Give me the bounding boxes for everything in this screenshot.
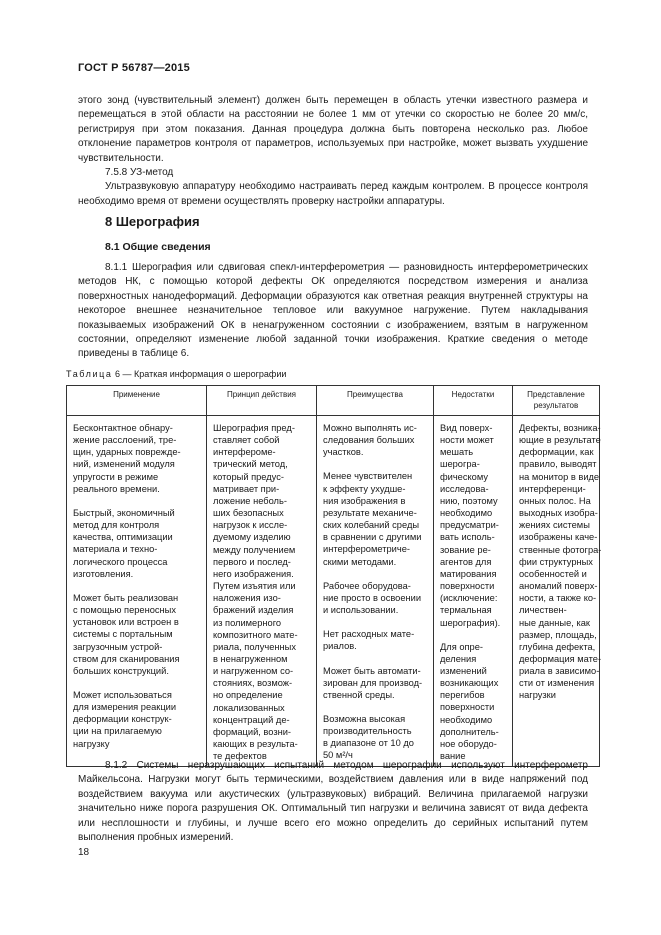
cell-line: агентов для (440, 556, 492, 567)
cell-line: 50 м²/ч (323, 750, 353, 761)
cell-line: Для опре- (440, 641, 483, 652)
cell-line: онных полос. На (519, 495, 591, 506)
table-caption-label: Таблица (66, 369, 113, 379)
cell-line: трический метод, (213, 459, 288, 470)
cell-line: участков. (323, 447, 364, 458)
cell-line: для измерения реакции (73, 702, 177, 713)
header-principle: Принцип действия (207, 386, 317, 416)
header-results: Представление результатов (513, 386, 600, 416)
cell-line: нагрузку (73, 738, 110, 749)
cell-line: ное оборудо- (440, 738, 497, 749)
cell-line: больших конструкций. (73, 665, 169, 676)
intro-paragraph: этого зонд (чувствительный элемент) должен быть перемещен в область утечки известного размера и перемещаться в этой области на расстоянии не более 1 мм от утечки со скоростью не более 20 мм/с, регистрируя при этом показания. Данная процедура должна быть повторена несколько раз. Любое отклонение параметров контроля от параметров, используемых при настройке, может вызвать ухудшение чувствительности. (78, 95, 588, 164)
cell-line: Можно выполнять ис- (323, 423, 417, 433)
cell-line: зирован для производ- (323, 677, 423, 688)
shearography-table (66, 385, 600, 767)
cell-line: ний, изменений модуля (73, 459, 175, 470)
cell-line: ставляет собой (213, 435, 280, 446)
header-advantages: Преимущества (317, 386, 434, 416)
cell-line: щин, ударных поврежде- (73, 447, 181, 458)
cell-line: формаций, возни- (213, 726, 292, 737)
cell-line: перегибов (440, 690, 485, 701)
cell-line: наложения изо- (213, 593, 281, 604)
cell-line: результате механиче- (323, 507, 417, 518)
cell-line: ством для сканирования (73, 653, 180, 664)
intro-block (78, 94, 588, 209)
cell-line: правило, выводят (519, 459, 597, 470)
section-8-1-title: 8.1 Общие сведения (105, 241, 211, 253)
cell-line: ние просто в освоении (323, 592, 422, 603)
cell-line: возникающих (440, 678, 499, 689)
cell-line: вание (440, 751, 466, 762)
section-8-title: 8 Шерография (105, 214, 200, 229)
cell-gap (323, 653, 429, 665)
cell-line: композитного мате- (213, 629, 298, 640)
standard-header: ГОСТ Р 56787—2015 (78, 62, 190, 74)
table-caption (66, 369, 286, 379)
cell-line: те дефектов (213, 751, 267, 762)
cell-line: необходимо (440, 714, 493, 725)
cell-line: него изображения. (213, 568, 294, 579)
cell-advantages (317, 416, 434, 767)
subsection-7-5-8-heading: 7.5.8 УЗ-метод (105, 167, 174, 179)
cell-line: зование ре- (440, 544, 491, 555)
paragraph-8-1-1 (78, 261, 588, 362)
cell-line: (исключение: (440, 593, 498, 604)
cell-line: упругости в режиме (73, 471, 159, 482)
cell-line: материала и техно- (73, 544, 158, 555)
cell-line: шерогра- (440, 459, 480, 470)
cell-line: кающих в результа- (213, 739, 298, 750)
cell-line: который предус- (213, 471, 284, 482)
cell-principle (207, 416, 317, 767)
cell-line: шерография). (440, 617, 501, 628)
cell-gap (323, 616, 429, 628)
table-header-row (67, 386, 600, 416)
cell-line: жениях системы (519, 520, 590, 531)
cell-line: ложение неболь- (213, 495, 287, 506)
cell-line: Дефекты, возника- (519, 423, 601, 433)
cell-gap (323, 568, 429, 580)
cell-line: Может использоваться (73, 689, 172, 700)
paragraph-8-1-2 (78, 759, 588, 845)
cell-line: исследова- (440, 483, 489, 494)
cell-line: ности может (440, 435, 494, 446)
cell-line: термальная (440, 605, 492, 616)
header-application: Применение (67, 386, 207, 416)
cell-line: установок или встроен в (73, 617, 179, 628)
table-caption-text: 6 — Краткая информация о шерографии (115, 369, 287, 379)
cell-line: ности, а также ко- (519, 593, 597, 604)
cell-line: из полимерного (213, 617, 282, 628)
cell-line: на монитор в виде (519, 471, 600, 482)
cell-line: глубина дефекта, (519, 641, 596, 652)
cell-line: ских колебаний среды (323, 520, 420, 531)
cell-line: дуемому изделию (213, 532, 291, 543)
cell-line: скими методами. (323, 556, 397, 567)
cell-line: матирования (440, 568, 497, 579)
cell-line: ции на прилагаемую (73, 726, 162, 737)
page-number: 18 (78, 847, 90, 858)
cell-line: ственной среды. (323, 689, 395, 700)
cell-line: в диапазоне от 10 до (323, 738, 414, 749)
subsection-7-5-8-text: Ультразвуковую аппаратуру необходимо настраивать перед каждым контролем. В процессе контроля необходимо время от времени осуществлять проверку настройки аппаратуры. (78, 181, 588, 207)
cell-line: риалов. (323, 641, 357, 652)
cell-line: Возможна высокая (323, 713, 406, 724)
cell-line: особенностей и (519, 568, 587, 579)
cell-line: нию, поэтому (440, 495, 498, 506)
cell-disadvantages (434, 416, 513, 767)
cell-line: производительность (323, 726, 412, 737)
cell-line: концентраций де- (213, 714, 290, 725)
cell-results (513, 416, 600, 767)
paragraph-8-1-2-text: 8.1.2 Системы неразрушающих испытаний методом шерографии используют интерферометр Майкельсона. Нагрузки могут быть термическими, воздействием давления или в виде напряжений под воздействием вакуума или акустических (ультразвуковых) вибраций. Величина прилагаемой нагрузки значительно ниже порога разрушения ОК. Оптимальный тип нагрузки и величина зависят от вида дефекта или несплошности и глубины, и лучше всего его можно определить до серийных испытаний путем выполнения пробных измерений. (78, 760, 588, 844)
cell-line: размер, площадь, (519, 629, 597, 640)
paragraph-8-1-1-text: 8.1.1 Шерография или сдвиговая спекл-интерферометрия — разновидность интерферометрических методов НК, с помощью которой дефекты ОК определяются посредством измерения и анализа поверхностных нанодеформаций. Деформации образуются как ответная реакция внутренней структуры на некоторое внешнее незначительное тепловое или вакуумное нагружение. Путем накладывания показываемых изображений ОК в ненагруженном состоянии с изображением, взятым в нагруженном состоянии, определяют изменение любой заданной точки изображения. Краткие сведения о методе приведены в таблице 6. (78, 262, 588, 360)
cell-line: вать исполь- (440, 532, 495, 543)
cell-line: ния изображения в (323, 495, 406, 506)
cell-line: ные данные, как (519, 617, 590, 628)
cell-gap (440, 629, 508, 641)
cell-line: деформации конструк- (73, 714, 172, 725)
cell-line: Нет расходных мате- (323, 629, 415, 640)
cell-line: системы с портальным (73, 629, 173, 640)
cell-line: нагрузок к иссле- (213, 520, 288, 531)
cell-line: в ненагруженном (213, 653, 288, 664)
cell-line: Может быть реализован (73, 592, 179, 603)
cell-line: Путем изъятия или (213, 581, 296, 592)
cell-gap (323, 458, 429, 470)
cell-line: Вид поверх- (440, 423, 493, 433)
cell-line: к эффекту ухудше- (323, 483, 406, 494)
cell-line: нагрузки (519, 690, 556, 701)
cell-line: выходных изобра- (519, 508, 598, 519)
cell-line: ющие в результате (519, 435, 601, 446)
cell-line: метод для контроля (73, 520, 160, 531)
cell-line: Может быть автомати- (323, 665, 421, 676)
cell-line: следования больших (323, 435, 415, 446)
cell-gap (323, 701, 429, 713)
cell-line: Шерография пред- (213, 423, 295, 433)
cell-line: фии структурных (519, 556, 593, 567)
cell-line: и нагруженном со- (213, 666, 294, 677)
cell-line: риала, полученных (213, 641, 296, 652)
cell-line: логического процесса (73, 556, 168, 567)
cell-line: первого и послед- (213, 556, 291, 567)
cell-line: но определение (213, 690, 283, 701)
cell-line: и использовании. (323, 605, 399, 616)
cell-line: аномалий поверх- (519, 581, 598, 592)
cell-line: риала в зависимо- (519, 666, 600, 677)
cell-line: Бесконтактное обнару- (73, 423, 173, 433)
cell-line: жение расслоений, тре- (73, 435, 177, 446)
cell-line: предусматри- (440, 520, 499, 531)
cell-line: ственные фотогра- (519, 544, 602, 555)
cell-gap (73, 495, 202, 507)
cell-line: изменений (440, 665, 487, 676)
cell-line: поверхности (440, 702, 495, 713)
cell-line: интерфероме- (213, 447, 276, 458)
cell-line: интерферометриче- (323, 544, 410, 555)
cell-line: личествен- (519, 605, 567, 616)
cell-line: бражений изделия (213, 605, 294, 616)
cell-line: ших безопасных (213, 508, 284, 519)
cell-line: матривает при- (213, 483, 280, 494)
cell-line: реального времени. (73, 483, 160, 494)
cell-line: качества, оптимизации (73, 532, 173, 543)
cell-line: Менее чувствителен (323, 471, 413, 482)
cell-gap (73, 580, 202, 592)
cell-line: необходимо (440, 508, 493, 519)
cell-line: деформации, как (519, 447, 594, 458)
cell-line: интерференци- (519, 483, 586, 494)
cell-line: с помощью переносных (73, 605, 177, 616)
cell-line: Быстрый, экономичный (73, 507, 175, 518)
cell-line: мешать (440, 447, 474, 458)
cell-application (67, 416, 207, 767)
cell-line: загрузочным устрой- (73, 641, 163, 652)
cell-line: поверхности (440, 581, 495, 592)
table-row (67, 416, 600, 767)
cell-line: сти от изменения (519, 678, 595, 689)
cell-line: фическому (440, 471, 488, 482)
cell-line: деформация мате- (519, 653, 602, 664)
cell-line: изготовления. (73, 568, 134, 579)
cell-line: локализованных (213, 702, 285, 713)
cell-line: изображены каче- (519, 532, 598, 543)
cell-line: деления (440, 653, 477, 664)
cell-gap (73, 677, 202, 689)
cell-line: Рабочее оборудова- (323, 580, 411, 591)
cell-line: в сравнении с другими (323, 532, 422, 543)
cell-line: стояниях, возмож- (213, 678, 293, 689)
cell-line: дополнитель- (440, 726, 499, 737)
cell-line: между получением (213, 544, 296, 555)
header-disadvantages: Недостатки (434, 386, 513, 416)
